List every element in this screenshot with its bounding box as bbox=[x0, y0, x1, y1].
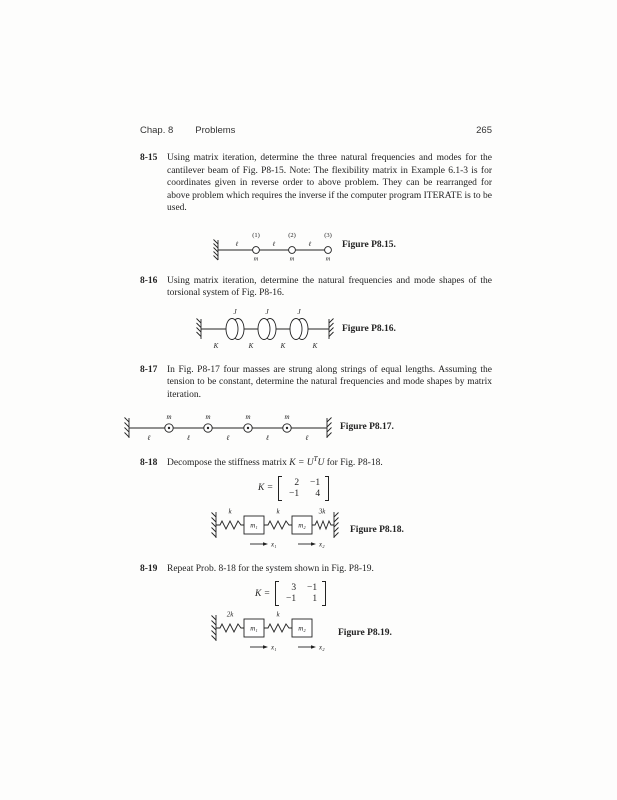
problem-text: Decompose the stiffness matrix $K = U^TU$ for Fig. P8-18. bbox=[167, 455, 383, 469]
mass-label: m₁ bbox=[250, 625, 258, 634]
matrix-bracket-right bbox=[325, 476, 329, 501]
figure-p8-15 bbox=[212, 229, 492, 261]
node-label-1: (1) bbox=[252, 231, 260, 239]
matrix-entry: −1 bbox=[289, 488, 300, 499]
figure-p8-17 bbox=[124, 411, 492, 443]
problem-8-15 bbox=[140, 152, 492, 215]
coordinate-label: x₂ bbox=[319, 643, 325, 652]
matrix-bracket-right bbox=[322, 581, 326, 606]
spring-mass-diagram bbox=[210, 610, 330, 656]
length-label: ℓ bbox=[187, 434, 190, 443]
page-content bbox=[140, 125, 492, 656]
node-label-3: (3) bbox=[324, 231, 332, 239]
length-label: ℓ bbox=[266, 434, 269, 443]
spring-label: k bbox=[228, 507, 232, 516]
shaft-stiffness-label: K bbox=[213, 341, 219, 350]
length-label: ℓ bbox=[147, 434, 151, 443]
matrix-entry: 1 bbox=[312, 594, 318, 605]
spring-label: k bbox=[276, 610, 280, 619]
wall-right bbox=[327, 418, 332, 439]
figure-caption: Figure P8.18. bbox=[350, 524, 404, 535]
mass-label: m₂ bbox=[298, 625, 306, 634]
length-label: ℓ bbox=[308, 240, 312, 248]
problem-text: Using matrix iteration, determine the natural frequencies and mode shapes of the torsional system of Fig. P8-16. bbox=[167, 275, 492, 299]
matrix-entry: 3 bbox=[291, 583, 297, 594]
chapter-label: Chap. 8 bbox=[140, 125, 174, 136]
wall-right bbox=[329, 318, 334, 339]
coordinate-label: x₁ bbox=[271, 540, 277, 549]
problem-text: Using matrix iteration, determine the three natural frequencies and modes for the cantilever beam of Fig. P8-15. Note: The flexibility matrix in Example 6.1-3 is for coordinates given in reverse order to above problem. They can be rearranged for above problem which requires the inverse if the computer program ITERATE is to be used. bbox=[167, 153, 492, 214]
problem-number: 8-15 bbox=[140, 153, 158, 163]
matrix bbox=[275, 581, 326, 606]
spring-mass-diagram bbox=[210, 507, 342, 553]
length-label: ℓ bbox=[305, 434, 309, 443]
mass-label: m bbox=[289, 255, 295, 261]
disk-inertia-label: J bbox=[297, 307, 301, 316]
problem-8-16 bbox=[140, 275, 492, 300]
figure-caption: Figure P8.15. bbox=[342, 239, 396, 250]
shaft-stiffness-label: K bbox=[312, 341, 318, 350]
matrix-lhs: K = bbox=[258, 483, 274, 494]
torsional-system-diagram bbox=[196, 306, 334, 352]
node-label-2: (2) bbox=[288, 231, 296, 239]
running-header bbox=[140, 125, 492, 136]
figure-p8-18 bbox=[210, 507, 492, 553]
matrix-entry: 2 bbox=[294, 477, 300, 488]
springs bbox=[216, 521, 334, 529]
mass-label: m₂ bbox=[298, 521, 306, 530]
problem-8-18 bbox=[140, 457, 492, 470]
spring-label: 3k bbox=[318, 507, 326, 516]
mass-label: m₁ bbox=[250, 521, 258, 530]
coordinate-label: x₂ bbox=[319, 540, 325, 549]
disk-inertia-label: J bbox=[265, 307, 269, 316]
wall-left bbox=[212, 615, 217, 641]
figure-p8-19 bbox=[210, 610, 492, 656]
wall-left bbox=[212, 512, 217, 538]
problem-text: In Fig. P8-17 four masses are strung along strings of equal lengths. Assuming the tension to be constant, determine the natural frequencies and mode shapes by matrix iteration. bbox=[167, 364, 492, 400]
spring-label: k bbox=[276, 507, 280, 516]
mass-label: m bbox=[253, 255, 259, 261]
string-masses-diagram bbox=[124, 411, 332, 443]
length-label: ℓ bbox=[226, 434, 230, 443]
matrix-entry: −1 bbox=[286, 594, 297, 605]
wall-right bbox=[334, 512, 339, 538]
cantilever-beam-diagram bbox=[212, 229, 334, 261]
figure-caption: Figure P8.19. bbox=[338, 628, 392, 639]
spring-label: 2k bbox=[226, 610, 234, 619]
wall-left bbox=[125, 418, 130, 439]
mass-label: m bbox=[325, 255, 331, 261]
mass-label: m bbox=[245, 413, 251, 422]
wall-left bbox=[197, 318, 202, 339]
shaft-stiffness-label: K bbox=[280, 341, 286, 350]
length-label: ℓ bbox=[235, 240, 239, 248]
matrix-entry: 4 bbox=[315, 488, 321, 499]
mass-label: m bbox=[284, 413, 290, 422]
matrix-entry: −1 bbox=[307, 583, 318, 594]
page-number: 265 bbox=[476, 125, 492, 136]
figure-caption: Figure P8.17. bbox=[340, 422, 394, 433]
problem-number: 8-16 bbox=[140, 275, 158, 286]
mass-label: m bbox=[205, 413, 211, 422]
mass-label: m bbox=[166, 413, 172, 422]
problem-number: 8-17 bbox=[140, 364, 158, 375]
shaft-stiffness-label: K bbox=[248, 341, 254, 350]
stiffness-matrix-8-18 bbox=[258, 476, 492, 501]
transpose-superscript: T bbox=[313, 455, 318, 464]
section-label: Problems bbox=[195, 125, 236, 136]
coordinate-label: x₁ bbox=[271, 643, 277, 652]
problem-number: 8-19 bbox=[140, 563, 158, 574]
matrix-entry: −1 bbox=[310, 477, 321, 488]
problem-text: Repeat Prob. 8-18 for the system shown in Fig. P8-19. bbox=[167, 563, 374, 574]
problem-number: 8-18 bbox=[140, 458, 158, 469]
length-label: ℓ bbox=[272, 240, 276, 248]
disk-inertia-label: J bbox=[233, 307, 237, 316]
wall-left bbox=[214, 239, 219, 260]
matrix-lhs: K = bbox=[255, 588, 271, 599]
figure-caption: Figure P8.16. bbox=[342, 323, 396, 334]
inertia-disks bbox=[226, 318, 308, 339]
matrix bbox=[278, 476, 329, 501]
problem-8-19 bbox=[140, 563, 492, 576]
problem-8-17 bbox=[140, 364, 492, 402]
figure-p8-16 bbox=[196, 306, 492, 352]
stiffness-matrix-8-19 bbox=[255, 581, 492, 606]
